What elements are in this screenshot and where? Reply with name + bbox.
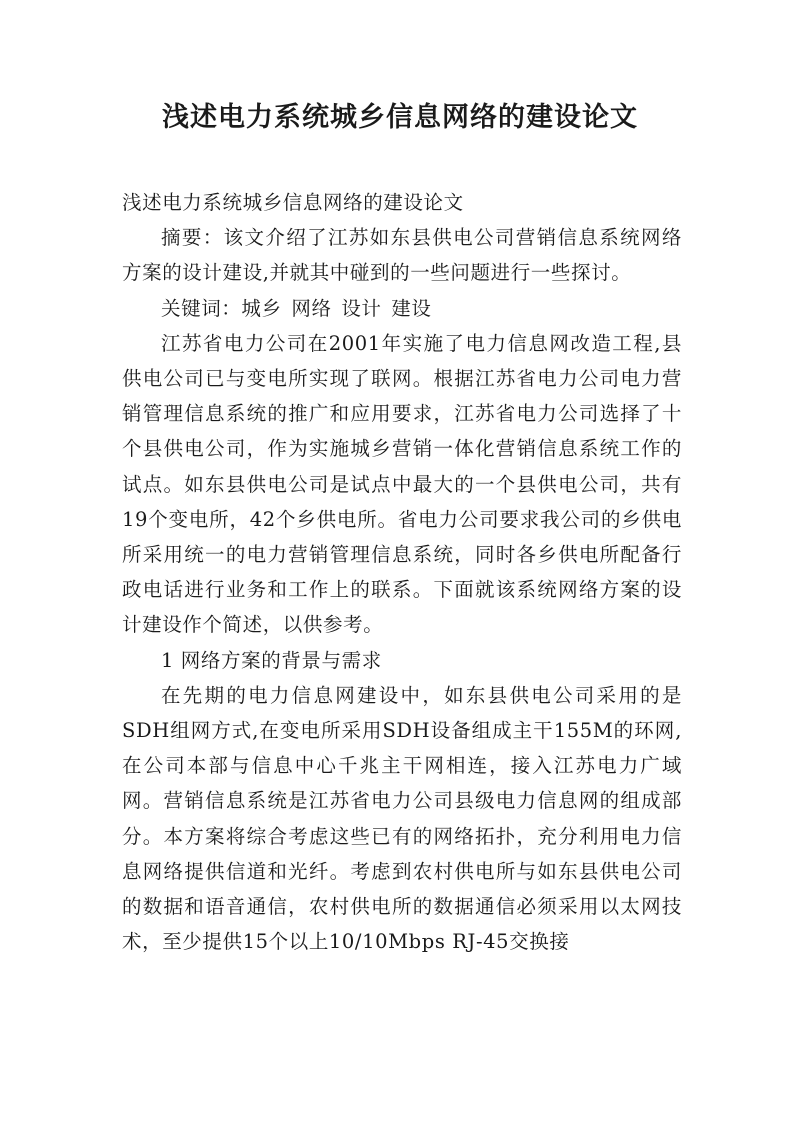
abstract-paragraph: 摘要：该文介绍了江苏如东县供电公司营销信息系统网络方案的设计建设,并就其中碰到的一些问题进行一些探讨。 [122, 226, 682, 285]
intro-paragraph: 江苏省电力公司在2001年实施了电力信息网改造工程,县供电公司已与变电所实现了联网。根据江苏省电力公司电力营销管理信息系统的推广和应用要求，江苏省电力公司选择了十个县供电公司，作为实施城乡营销一体化营销信息系统工作的试点。如东县供电公司是试点中最大的一个县供电公司，共有19个变电所，42个乡供电所。省电力公司要求我公司的乡供电所采用统一的电力营销管理信息系统，同时各乡供电所配备行政电话进行业务和工作上的联系。下面就该系统网络方案的设计建设作个简述，以供参考。 [122, 331, 682, 637]
document-title: 浅述电力系统城乡信息网络的建设论文 [162, 102, 638, 133]
keyword: 城乡 [241, 296, 282, 320]
keyword: 网络 [291, 296, 332, 320]
keywords-line [122, 291, 682, 326]
keywords-label: 关键词： [161, 296, 242, 320]
article-subtitle: 浅述电力系统城乡信息网络的建设论文 [122, 191, 464, 214]
keyword: 建设 [391, 296, 432, 320]
section-paragraph: 在先期的电力信息网建设中，如东县供电公司采用的是SDH组网方式,在变电所采用SDH设备组成主干155M的环网,在公司本部与信息中心千兆主干网相连，接入江苏电力广域网。营销信息系统是江苏省电力公司县级电力信息网的组成部分。本方案将综合考虑这些已有的网络拓扑，充分利用电力信息网络提供信道和光纤。考虑到农村供电所与如东县供电公司的数据和语音通信，农村供电所的数据通信必须采用以太网技术，至少提供15个以上10/10Mbps RJ-45交换接 [122, 683, 682, 954]
keyword: 设计 [341, 296, 382, 320]
document-body [122, 185, 682, 959]
section-heading: 1 网络方案的背景与需求 [161, 648, 382, 672]
